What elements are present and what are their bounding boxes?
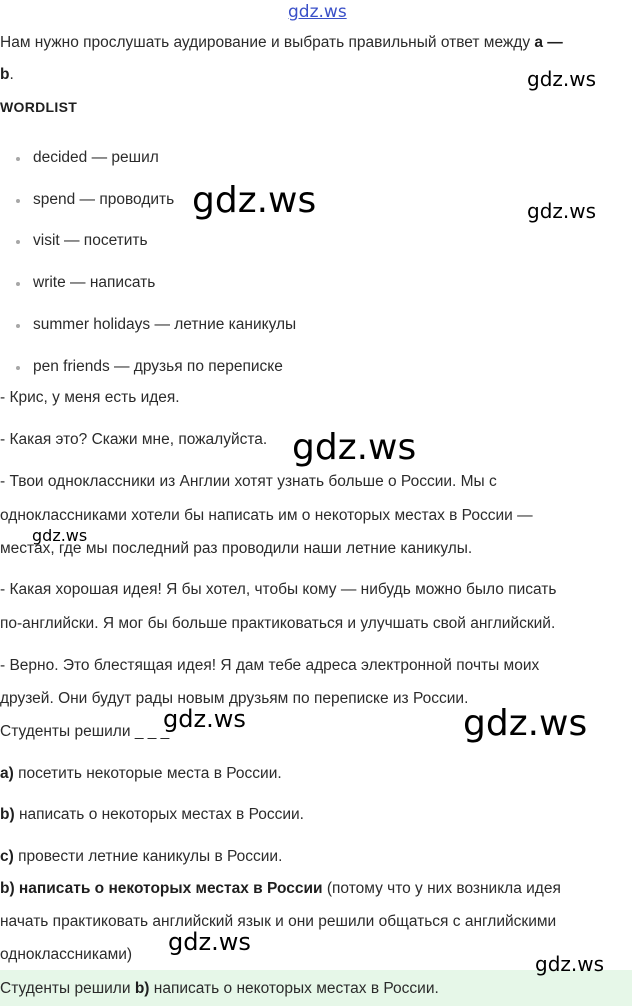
dialogue-line: - Верно. Это блестящая идея! Я дам тебе адреса электронной почты моих xyxy=(0,657,540,674)
bullet-icon xyxy=(16,324,20,328)
wordlist-item: spend — проводить xyxy=(33,191,175,208)
intro-text: Нам нужно прослушать аудирование и выбрать правильный ответ между xyxy=(0,34,535,51)
dialogue-line: одноклассниками хотели бы написать им о некоторых местах в России — xyxy=(0,507,533,524)
dialogue-line: по-английски. Я мог бы больше практиковаться и улучшать свой английский. xyxy=(0,615,556,632)
watermark: gdz.ws xyxy=(535,952,605,976)
wordlist-item: pen friends — друзья по переписке xyxy=(33,358,283,375)
watermark: gdz.ws xyxy=(527,67,597,91)
option-text: посетить некоторые места в России. xyxy=(13,765,282,782)
answer-bold: b) написать о некоторых местах в России xyxy=(0,880,323,897)
wordlist-item: write — написать xyxy=(33,274,156,291)
dialogue-line: друзей. Они будут рады новым друзьям по переписке из России. xyxy=(0,690,469,707)
intro-tail: . xyxy=(9,66,14,83)
watermark: gdz.ws xyxy=(527,199,597,223)
watermark: gdz.ws xyxy=(463,703,588,744)
option-c xyxy=(0,849,282,865)
dialogue-line: - Крис, у меня есть идея. xyxy=(0,389,180,406)
wordlist-heading: WORDLIST xyxy=(0,99,78,115)
watermark: gdz.ws xyxy=(168,928,251,956)
answer-line-2: начать практиковать английский язык и они решили общаться с английскими xyxy=(0,913,557,930)
bullet-icon xyxy=(16,366,20,370)
option-text: написать о некоторых местах в России. xyxy=(14,806,304,823)
answer-line-1 xyxy=(0,881,561,897)
dialogue-line: - Какая хорошая идея! Я бы хотел, чтобы кому — нибудь можно было писать xyxy=(0,581,557,598)
option-letter: a) xyxy=(0,765,14,782)
watermark: gdz.ws xyxy=(192,180,317,221)
watermark: gdz.ws xyxy=(292,427,417,468)
intro-line-1 xyxy=(0,35,563,51)
bullet-icon xyxy=(16,157,20,161)
bullet-icon xyxy=(16,282,20,286)
summary-line xyxy=(0,981,439,997)
wordlist-item: summer holidays — летние каникулы xyxy=(33,316,297,333)
watermark: gdz.ws xyxy=(163,705,246,733)
option-text: провести летние каникулы в России. xyxy=(13,848,283,865)
bullet-icon xyxy=(16,240,20,244)
answer-tail: (потому что у них возникла идея xyxy=(322,880,561,897)
option-letter: b) xyxy=(0,806,15,823)
wordlist-item: visit — посетить xyxy=(33,232,148,249)
question: Студенты решили _ _ _ xyxy=(0,723,170,740)
summary-tail: написать о некоторых местах в России. xyxy=(149,980,439,997)
intro-bold-a: a — xyxy=(534,34,563,51)
summary-prefix: Студенты решили xyxy=(0,980,135,997)
option-letter: c) xyxy=(0,848,14,865)
summary-bold: b) xyxy=(134,980,150,997)
wordlist-item: decided — решил xyxy=(33,149,159,166)
watermark-top: gdz.ws xyxy=(288,2,347,22)
watermark: gdz.ws xyxy=(32,526,88,545)
option-a xyxy=(0,766,282,782)
intro-bold-b: b xyxy=(0,66,10,83)
answer-line-3: одноклассниками) xyxy=(0,946,133,963)
dialogue-line: - Какая это? Скажи мне, пожалуйста. xyxy=(0,431,268,448)
dialogue-line: - Твои одноклассники из Англии хотят узнать больше о России. Мы с xyxy=(0,473,497,490)
dialogue-line: местах, где мы последний раз проводили наши летние каникулы. xyxy=(0,540,473,557)
bullet-icon xyxy=(16,199,20,203)
intro-line-2 xyxy=(0,67,14,83)
option-b xyxy=(0,807,304,823)
